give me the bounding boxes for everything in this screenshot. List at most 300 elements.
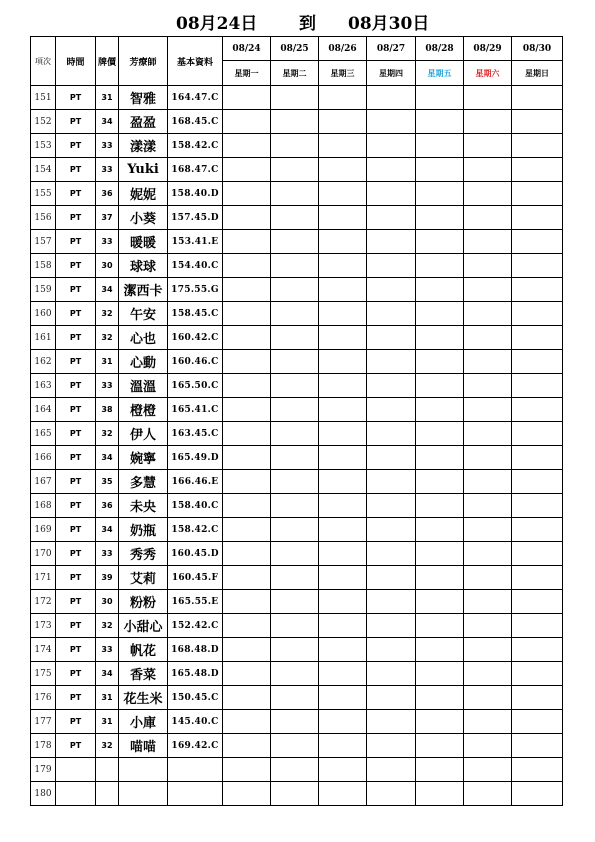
row-time: PT bbox=[56, 638, 96, 662]
schedule-cell[interactable] bbox=[416, 638, 464, 662]
schedule-cell[interactable] bbox=[319, 158, 367, 182]
table-row bbox=[31, 470, 563, 494]
schedule-cell[interactable] bbox=[223, 758, 271, 782]
schedule-cell[interactable] bbox=[223, 278, 271, 302]
schedule-cell[interactable] bbox=[271, 590, 319, 614]
schedule-cell[interactable] bbox=[512, 230, 563, 254]
row-basic-info: 168.45.C bbox=[168, 110, 223, 134]
schedule-cell[interactable] bbox=[271, 518, 319, 542]
row-time: PT bbox=[56, 302, 96, 326]
schedule-cell[interactable] bbox=[271, 110, 319, 134]
title-start-date: 08月24日 bbox=[176, 14, 258, 34]
schedule-cell[interactable] bbox=[367, 230, 416, 254]
row-basic-info: 160.46.C bbox=[168, 350, 223, 374]
row-number: 154 bbox=[31, 158, 56, 182]
schedule-cell[interactable] bbox=[271, 470, 319, 494]
schedule-cell[interactable] bbox=[223, 182, 271, 206]
schedule-cell[interactable] bbox=[319, 638, 367, 662]
schedule-cell[interactable] bbox=[271, 134, 319, 158]
schedule-cell[interactable] bbox=[512, 734, 563, 758]
schedule-cell[interactable] bbox=[271, 686, 319, 710]
table-row bbox=[31, 326, 563, 350]
row-therapist-name: 潔西卡 bbox=[119, 278, 168, 302]
header-date: 08/28 bbox=[416, 37, 464, 61]
schedule-cell[interactable] bbox=[464, 374, 512, 398]
schedule-cell[interactable] bbox=[512, 350, 563, 374]
schedule-cell[interactable] bbox=[512, 374, 563, 398]
schedule-cell[interactable] bbox=[367, 662, 416, 686]
schedule-cell[interactable] bbox=[464, 134, 512, 158]
schedule-cell[interactable] bbox=[319, 758, 367, 782]
schedule-cell[interactable] bbox=[319, 614, 367, 638]
schedule-cell[interactable] bbox=[464, 614, 512, 638]
row-number: 178 bbox=[31, 734, 56, 758]
schedule-cell[interactable] bbox=[367, 374, 416, 398]
table-row bbox=[31, 518, 563, 542]
row-basic-info bbox=[168, 758, 223, 782]
schedule-cell[interactable] bbox=[367, 422, 416, 446]
schedule-cell[interactable] bbox=[512, 158, 563, 182]
row-number: 156 bbox=[31, 206, 56, 230]
schedule-cell[interactable] bbox=[319, 398, 367, 422]
schedule-cell[interactable] bbox=[416, 398, 464, 422]
schedule-cell[interactable] bbox=[512, 134, 563, 158]
schedule-cell[interactable] bbox=[223, 374, 271, 398]
schedule-cell[interactable] bbox=[464, 254, 512, 278]
schedule-cell[interactable] bbox=[367, 446, 416, 470]
schedule-cell[interactable] bbox=[416, 734, 464, 758]
row-basic-info: 166.46.E bbox=[168, 470, 223, 494]
schedule-cell[interactable] bbox=[271, 662, 319, 686]
row-time bbox=[56, 758, 96, 782]
schedule-cell[interactable] bbox=[223, 422, 271, 446]
schedule-cell[interactable] bbox=[319, 518, 367, 542]
schedule-cell[interactable] bbox=[367, 326, 416, 350]
schedule-cell[interactable] bbox=[271, 326, 319, 350]
schedule-cell[interactable] bbox=[416, 350, 464, 374]
row-therapist-name: 盈盈 bbox=[119, 110, 168, 134]
table-row bbox=[31, 542, 563, 566]
schedule-cell[interactable] bbox=[319, 86, 367, 110]
schedule-cell[interactable] bbox=[464, 470, 512, 494]
table-row bbox=[31, 734, 563, 758]
schedule-cell[interactable] bbox=[512, 470, 563, 494]
schedule-cell[interactable] bbox=[319, 302, 367, 326]
schedule-cell[interactable] bbox=[271, 158, 319, 182]
table-row bbox=[31, 614, 563, 638]
schedule-cell[interactable] bbox=[367, 638, 416, 662]
schedule-cell[interactable] bbox=[319, 590, 367, 614]
schedule-cell[interactable] bbox=[223, 158, 271, 182]
schedule-cell[interactable] bbox=[271, 614, 319, 638]
schedule-cell[interactable] bbox=[319, 446, 367, 470]
schedule-cell[interactable] bbox=[223, 398, 271, 422]
row-price: 31 bbox=[96, 350, 119, 374]
schedule-cell[interactable] bbox=[367, 686, 416, 710]
schedule-cell[interactable] bbox=[416, 782, 464, 806]
schedule-cell[interactable] bbox=[367, 350, 416, 374]
schedule-cell[interactable] bbox=[512, 398, 563, 422]
row-time: PT bbox=[56, 110, 96, 134]
row-basic-info: 165.55.E bbox=[168, 590, 223, 614]
schedule-cell[interactable] bbox=[464, 734, 512, 758]
header-day: 星期四 bbox=[367, 61, 416, 86]
schedule-cell[interactable] bbox=[367, 518, 416, 542]
table-row bbox=[31, 230, 563, 254]
schedule-cell[interactable] bbox=[223, 134, 271, 158]
schedule-cell[interactable] bbox=[223, 638, 271, 662]
row-basic-info bbox=[168, 782, 223, 806]
schedule-cell[interactable] bbox=[319, 734, 367, 758]
row-time: PT bbox=[56, 230, 96, 254]
schedule-cell[interactable] bbox=[416, 278, 464, 302]
schedule-cell[interactable] bbox=[464, 350, 512, 374]
schedule-cell[interactable] bbox=[223, 494, 271, 518]
schedule-cell[interactable] bbox=[464, 566, 512, 590]
schedule-cell[interactable] bbox=[367, 110, 416, 134]
row-time: PT bbox=[56, 182, 96, 206]
schedule-cell[interactable] bbox=[271, 254, 319, 278]
row-number: 180 bbox=[31, 782, 56, 806]
schedule-cell[interactable] bbox=[271, 494, 319, 518]
schedule-cell[interactable] bbox=[464, 710, 512, 734]
schedule-cell[interactable] bbox=[464, 446, 512, 470]
header-info: 基本資料 bbox=[168, 37, 223, 86]
schedule-cell[interactable] bbox=[367, 254, 416, 278]
schedule-cell[interactable] bbox=[512, 422, 563, 446]
row-basic-info: 158.40.C bbox=[168, 494, 223, 518]
schedule-cell[interactable] bbox=[416, 134, 464, 158]
schedule-cell[interactable] bbox=[223, 302, 271, 326]
schedule-cell[interactable] bbox=[464, 278, 512, 302]
row-price: 33 bbox=[96, 158, 119, 182]
row-price: 31 bbox=[96, 86, 119, 110]
row-price: 34 bbox=[96, 278, 119, 302]
schedule-cell[interactable] bbox=[512, 86, 563, 110]
row-therapist-name: 球球 bbox=[119, 254, 168, 278]
schedule-cell[interactable] bbox=[464, 422, 512, 446]
schedule-cell[interactable] bbox=[367, 158, 416, 182]
schedule-cell[interactable] bbox=[416, 758, 464, 782]
schedule-cell[interactable] bbox=[223, 206, 271, 230]
schedule-cell[interactable] bbox=[223, 110, 271, 134]
schedule-cell[interactable] bbox=[416, 494, 464, 518]
schedule-cell[interactable] bbox=[416, 182, 464, 206]
schedule-cell[interactable] bbox=[271, 182, 319, 206]
row-number: 179 bbox=[31, 758, 56, 782]
schedule-cell[interactable] bbox=[512, 326, 563, 350]
table-row bbox=[31, 422, 563, 446]
schedule-cell[interactable] bbox=[416, 470, 464, 494]
schedule-cell[interactable] bbox=[319, 710, 367, 734]
schedule-cell[interactable] bbox=[512, 278, 563, 302]
row-price: 31 bbox=[96, 710, 119, 734]
schedule-cell[interactable] bbox=[416, 254, 464, 278]
schedule-cell[interactable] bbox=[367, 566, 416, 590]
row-basic-info: 152.42.C bbox=[168, 614, 223, 638]
schedule-cell[interactable] bbox=[416, 158, 464, 182]
schedule-cell[interactable] bbox=[367, 86, 416, 110]
schedule-cell[interactable] bbox=[271, 710, 319, 734]
schedule-cell[interactable] bbox=[319, 662, 367, 686]
row-time: PT bbox=[56, 542, 96, 566]
schedule-cell[interactable] bbox=[367, 782, 416, 806]
header-date: 08/25 bbox=[271, 37, 319, 61]
schedule-cell[interactable] bbox=[271, 278, 319, 302]
schedule-cell[interactable] bbox=[271, 422, 319, 446]
schedule-cell[interactable] bbox=[512, 710, 563, 734]
schedule-cell[interactable] bbox=[223, 254, 271, 278]
schedule-cell[interactable] bbox=[223, 470, 271, 494]
schedule-cell[interactable] bbox=[271, 446, 319, 470]
title-to: 到 bbox=[299, 14, 316, 34]
row-price: 33 bbox=[96, 542, 119, 566]
schedule-cell[interactable] bbox=[367, 758, 416, 782]
schedule-cell[interactable] bbox=[319, 350, 367, 374]
table-row bbox=[31, 206, 563, 230]
row-therapist-name: 心動 bbox=[119, 350, 168, 374]
schedule-cell[interactable] bbox=[512, 254, 563, 278]
schedule-cell[interactable] bbox=[367, 206, 416, 230]
row-therapist-name: 暖暖 bbox=[119, 230, 168, 254]
schedule-cell[interactable] bbox=[464, 758, 512, 782]
schedule-cell[interactable] bbox=[416, 590, 464, 614]
schedule-cell[interactable] bbox=[464, 662, 512, 686]
row-number: 162 bbox=[31, 350, 56, 374]
schedule-cell[interactable] bbox=[223, 590, 271, 614]
row-time: PT bbox=[56, 326, 96, 350]
schedule-cell[interactable] bbox=[319, 374, 367, 398]
row-time: PT bbox=[56, 350, 96, 374]
schedule-cell[interactable] bbox=[223, 614, 271, 638]
schedule-cell[interactable] bbox=[367, 590, 416, 614]
row-price: 32 bbox=[96, 326, 119, 350]
schedule-cell[interactable] bbox=[416, 302, 464, 326]
schedule-cell[interactable] bbox=[512, 590, 563, 614]
schedule-cell[interactable] bbox=[512, 542, 563, 566]
schedule-cell[interactable] bbox=[416, 710, 464, 734]
table-row bbox=[31, 590, 563, 614]
schedule-cell[interactable] bbox=[319, 278, 367, 302]
schedule-cell[interactable] bbox=[512, 110, 563, 134]
row-number: 175 bbox=[31, 662, 56, 686]
schedule-cell[interactable] bbox=[464, 86, 512, 110]
schedule-cell[interactable] bbox=[416, 566, 464, 590]
schedule-cell[interactable] bbox=[271, 302, 319, 326]
header-time: 時間 bbox=[56, 37, 96, 86]
schedule-cell[interactable] bbox=[319, 206, 367, 230]
schedule-cell[interactable] bbox=[512, 686, 563, 710]
schedule-cell[interactable] bbox=[223, 86, 271, 110]
schedule-cell[interactable] bbox=[271, 350, 319, 374]
row-therapist-name: 帆花 bbox=[119, 638, 168, 662]
schedule-table bbox=[30, 36, 563, 806]
schedule-cell[interactable] bbox=[367, 710, 416, 734]
schedule-cell[interactable] bbox=[512, 302, 563, 326]
schedule-cell[interactable] bbox=[223, 782, 271, 806]
schedule-cell[interactable] bbox=[464, 230, 512, 254]
schedule-cell[interactable] bbox=[464, 494, 512, 518]
title-end-date: 08月30日 bbox=[348, 14, 430, 34]
schedule-cell[interactable] bbox=[367, 494, 416, 518]
schedule-cell[interactable] bbox=[367, 542, 416, 566]
schedule-cell[interactable] bbox=[464, 158, 512, 182]
schedule-cell[interactable] bbox=[271, 398, 319, 422]
schedule-cell[interactable] bbox=[416, 206, 464, 230]
row-basic-info: 158.45.C bbox=[168, 302, 223, 326]
table-row bbox=[31, 86, 563, 110]
schedule-cell[interactable] bbox=[367, 470, 416, 494]
row-time: PT bbox=[56, 662, 96, 686]
row-time: PT bbox=[56, 134, 96, 158]
schedule-cell[interactable] bbox=[464, 518, 512, 542]
schedule-cell[interactable] bbox=[416, 446, 464, 470]
schedule-cell[interactable] bbox=[223, 686, 271, 710]
schedule-cell[interactable] bbox=[416, 86, 464, 110]
schedule-cell[interactable] bbox=[271, 86, 319, 110]
schedule-cell[interactable] bbox=[512, 782, 563, 806]
schedule-cell[interactable] bbox=[223, 230, 271, 254]
schedule-cell[interactable] bbox=[271, 566, 319, 590]
schedule-cell[interactable] bbox=[271, 542, 319, 566]
row-basic-info: 164.47.C bbox=[168, 86, 223, 110]
schedule-cell[interactable] bbox=[416, 518, 464, 542]
schedule-cell[interactable] bbox=[512, 566, 563, 590]
schedule-cell[interactable] bbox=[512, 494, 563, 518]
schedule-cell[interactable] bbox=[512, 182, 563, 206]
schedule-cell[interactable] bbox=[464, 686, 512, 710]
row-price: 38 bbox=[96, 398, 119, 422]
schedule-cell[interactable] bbox=[319, 230, 367, 254]
schedule-cell[interactable] bbox=[271, 782, 319, 806]
schedule-cell[interactable] bbox=[271, 206, 319, 230]
schedule-cell[interactable] bbox=[319, 566, 367, 590]
row-time: PT bbox=[56, 734, 96, 758]
schedule-cell[interactable] bbox=[271, 230, 319, 254]
schedule-cell[interactable] bbox=[319, 326, 367, 350]
row-price: 34 bbox=[96, 662, 119, 686]
schedule-cell[interactable] bbox=[367, 734, 416, 758]
schedule-cell[interactable] bbox=[319, 782, 367, 806]
schedule-cell[interactable] bbox=[512, 446, 563, 470]
row-therapist-name bbox=[119, 782, 168, 806]
schedule-cell[interactable] bbox=[271, 638, 319, 662]
schedule-cell[interactable] bbox=[271, 734, 319, 758]
schedule-cell[interactable] bbox=[416, 542, 464, 566]
schedule-cell[interactable] bbox=[512, 518, 563, 542]
schedule-cell[interactable] bbox=[319, 422, 367, 446]
schedule-cell[interactable] bbox=[223, 566, 271, 590]
table-row bbox=[31, 350, 563, 374]
schedule-cell[interactable] bbox=[223, 542, 271, 566]
table-row bbox=[31, 710, 563, 734]
schedule-cell[interactable] bbox=[416, 614, 464, 638]
schedule-cell[interactable] bbox=[416, 686, 464, 710]
schedule-cell[interactable] bbox=[271, 758, 319, 782]
table-row bbox=[31, 182, 563, 206]
schedule-cell[interactable] bbox=[223, 326, 271, 350]
schedule-cell[interactable] bbox=[367, 278, 416, 302]
schedule-cell[interactable] bbox=[319, 494, 367, 518]
schedule-cell[interactable] bbox=[223, 518, 271, 542]
schedule-cell[interactable] bbox=[319, 686, 367, 710]
row-time: PT bbox=[56, 710, 96, 734]
schedule-cell[interactable] bbox=[464, 182, 512, 206]
schedule-cell[interactable] bbox=[464, 206, 512, 230]
row-time: PT bbox=[56, 254, 96, 278]
row-basic-info: 154.40.C bbox=[168, 254, 223, 278]
schedule-cell[interactable] bbox=[223, 350, 271, 374]
row-time: PT bbox=[56, 422, 96, 446]
schedule-cell[interactable] bbox=[319, 134, 367, 158]
row-basic-info: 150.45.C bbox=[168, 686, 223, 710]
schedule-cell[interactable] bbox=[512, 662, 563, 686]
header-price: 牌價 bbox=[96, 37, 119, 86]
schedule-cell[interactable] bbox=[367, 398, 416, 422]
row-basic-info: 157.45.D bbox=[168, 206, 223, 230]
schedule-cell[interactable] bbox=[319, 182, 367, 206]
schedule-cell[interactable] bbox=[223, 662, 271, 686]
schedule-cell[interactable] bbox=[271, 374, 319, 398]
row-time: PT bbox=[56, 86, 96, 110]
row-number: 153 bbox=[31, 134, 56, 158]
schedule-cell[interactable] bbox=[367, 614, 416, 638]
row-basic-info: 160.45.F bbox=[168, 566, 223, 590]
schedule-cell[interactable] bbox=[464, 326, 512, 350]
schedule-cell[interactable] bbox=[464, 110, 512, 134]
schedule-cell[interactable] bbox=[416, 326, 464, 350]
schedule-cell[interactable] bbox=[416, 110, 464, 134]
schedule-cell[interactable] bbox=[464, 398, 512, 422]
schedule-cell[interactable] bbox=[223, 710, 271, 734]
schedule-cell[interactable] bbox=[416, 374, 464, 398]
row-basic-info: 165.48.D bbox=[168, 662, 223, 686]
row-basic-info: 168.48.D bbox=[168, 638, 223, 662]
row-number: 161 bbox=[31, 326, 56, 350]
schedule-cell[interactable] bbox=[367, 134, 416, 158]
row-number: 159 bbox=[31, 278, 56, 302]
schedule-cell[interactable] bbox=[319, 254, 367, 278]
schedule-cell[interactable] bbox=[512, 614, 563, 638]
row-basic-info: 145.40.C bbox=[168, 710, 223, 734]
schedule-cell[interactable] bbox=[416, 422, 464, 446]
schedule-cell[interactable] bbox=[416, 662, 464, 686]
row-therapist-name: Yuki bbox=[119, 158, 168, 182]
schedule-cell[interactable] bbox=[319, 110, 367, 134]
row-number: 169 bbox=[31, 518, 56, 542]
schedule-cell[interactable] bbox=[223, 734, 271, 758]
schedule-cell[interactable] bbox=[367, 302, 416, 326]
schedule-cell[interactable] bbox=[464, 542, 512, 566]
schedule-cell[interactable] bbox=[512, 206, 563, 230]
schedule-cell[interactable] bbox=[464, 782, 512, 806]
schedule-cell[interactable] bbox=[464, 590, 512, 614]
schedule-cell[interactable] bbox=[416, 230, 464, 254]
schedule-cell[interactable] bbox=[512, 638, 563, 662]
row-therapist-name: 奶瓶 bbox=[119, 518, 168, 542]
table-row bbox=[31, 254, 563, 278]
schedule-cell[interactable] bbox=[464, 638, 512, 662]
row-number: 157 bbox=[31, 230, 56, 254]
row-therapist-name: 小甜心 bbox=[119, 614, 168, 638]
row-number: 173 bbox=[31, 614, 56, 638]
schedule-cell[interactable] bbox=[367, 182, 416, 206]
schedule-cell[interactable] bbox=[319, 542, 367, 566]
schedule-cell[interactable] bbox=[319, 470, 367, 494]
schedule-cell[interactable] bbox=[223, 446, 271, 470]
schedule-cell[interactable] bbox=[464, 302, 512, 326]
schedule-cell[interactable] bbox=[512, 758, 563, 782]
